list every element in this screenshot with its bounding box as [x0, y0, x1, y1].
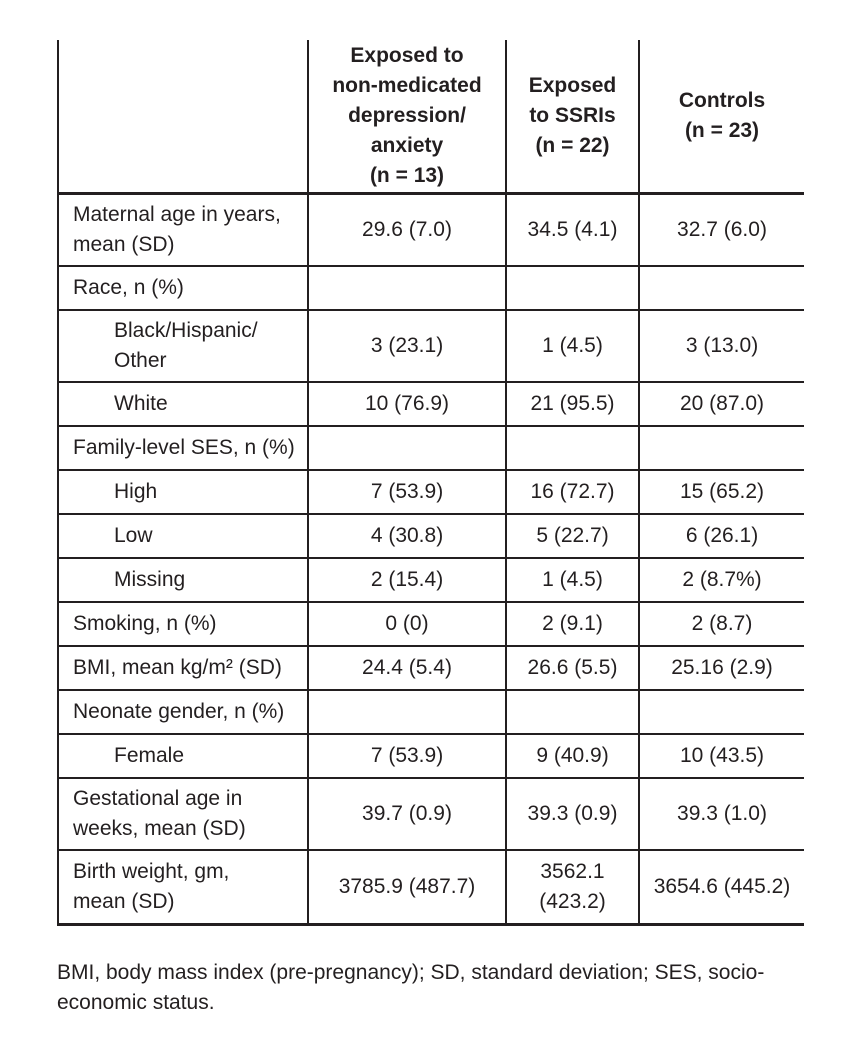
row-value: 2 (15.4) — [308, 558, 506, 602]
demographics-table — [57, 40, 804, 926]
header-nonmedicated: Exposed to non-medicated depression/ anxiety (n = 13) — [308, 40, 506, 194]
row-value: 15 (65.2) — [639, 470, 804, 514]
row-value: 4 (30.8) — [308, 514, 506, 558]
row-value: 3785.9 (487.7) — [308, 850, 506, 925]
header-row — [58, 40, 804, 194]
row-value — [639, 690, 804, 734]
row-value: 34.5 (4.1) — [506, 194, 639, 267]
row-label: Race, n (%) — [58, 266, 308, 310]
row-label: White — [58, 382, 308, 426]
row-value — [308, 690, 506, 734]
header-controls: Controls (n = 23) — [639, 40, 804, 194]
row-label: Maternal age in years, mean (SD) — [58, 194, 308, 267]
row-value: 0 (0) — [308, 602, 506, 646]
row-value: 6 (26.1) — [639, 514, 804, 558]
table-row — [58, 470, 804, 514]
row-value: 9 (40.9) — [506, 734, 639, 778]
row-value: 25.16 (2.9) — [639, 646, 804, 690]
row-value: 39.3 (0.9) — [506, 778, 639, 850]
row-value: 10 (76.9) — [308, 382, 506, 426]
row-value — [506, 690, 639, 734]
row-value: 10 (43.5) — [639, 734, 804, 778]
row-value: 7 (53.9) — [308, 734, 506, 778]
row-label: Smoking, n (%) — [58, 602, 308, 646]
row-value: 3 (13.0) — [639, 310, 804, 382]
row-label: Family-level SES, n (%) — [58, 426, 308, 470]
row-value — [639, 426, 804, 470]
row-value: 39.3 (1.0) — [639, 778, 804, 850]
row-value: 3 (23.1) — [308, 310, 506, 382]
row-label: Black/Hispanic/ Other — [58, 310, 308, 382]
header-ssri: Exposed to SSRIs (n = 22) — [506, 40, 639, 194]
row-value: 21 (95.5) — [506, 382, 639, 426]
row-value: 2 (8.7%) — [639, 558, 804, 602]
row-value: 7 (53.9) — [308, 470, 506, 514]
row-value: 26.6 (5.5) — [506, 646, 639, 690]
row-label: High — [58, 470, 308, 514]
row-label: BMI, mean kg/m² (SD) — [58, 646, 308, 690]
row-value: 24.4 (5.4) — [308, 646, 506, 690]
row-value: 2 (9.1) — [506, 602, 639, 646]
row-value: 3562.1 (423.2) — [506, 850, 639, 925]
row-value: 1 (4.5) — [506, 558, 639, 602]
row-label: Low — [58, 514, 308, 558]
table-row — [58, 266, 804, 310]
row-value — [639, 266, 804, 310]
row-label: Female — [58, 734, 308, 778]
table-row — [58, 850, 804, 925]
row-value: 20 (87.0) — [639, 382, 804, 426]
table-row — [58, 778, 804, 850]
row-value: 32.7 (6.0) — [639, 194, 804, 267]
table-row — [58, 310, 804, 382]
row-value — [308, 266, 506, 310]
table-row — [58, 382, 804, 426]
table-row — [58, 514, 804, 558]
table-row — [58, 194, 804, 267]
row-value: 16 (72.7) — [506, 470, 639, 514]
row-value: 39.7 (0.9) — [308, 778, 506, 850]
header-blank — [58, 40, 308, 194]
row-value: 5 (22.7) — [506, 514, 639, 558]
row-value: 1 (4.5) — [506, 310, 639, 382]
table-row — [58, 690, 804, 734]
row-value — [308, 426, 506, 470]
row-value: 2 (8.7) — [639, 602, 804, 646]
table-footnote: BMI, body mass index (pre-pregnancy); SD, standard deviation; SES, socio-economic status. — [57, 961, 765, 1014]
table-row — [58, 646, 804, 690]
table-row — [58, 558, 804, 602]
table-row — [58, 426, 804, 470]
table-row — [58, 602, 804, 646]
row-value — [506, 426, 639, 470]
row-label: Birth weight, gm, mean (SD) — [58, 850, 308, 925]
row-label: Neonate gender, n (%) — [58, 690, 308, 734]
table-row — [58, 734, 804, 778]
row-value — [506, 266, 639, 310]
row-label: Missing — [58, 558, 308, 602]
row-value: 3654.6 (445.2) — [639, 850, 804, 925]
row-value: 29.6 (7.0) — [308, 194, 506, 267]
row-label: Gestational age in weeks, mean (SD) — [58, 778, 308, 850]
